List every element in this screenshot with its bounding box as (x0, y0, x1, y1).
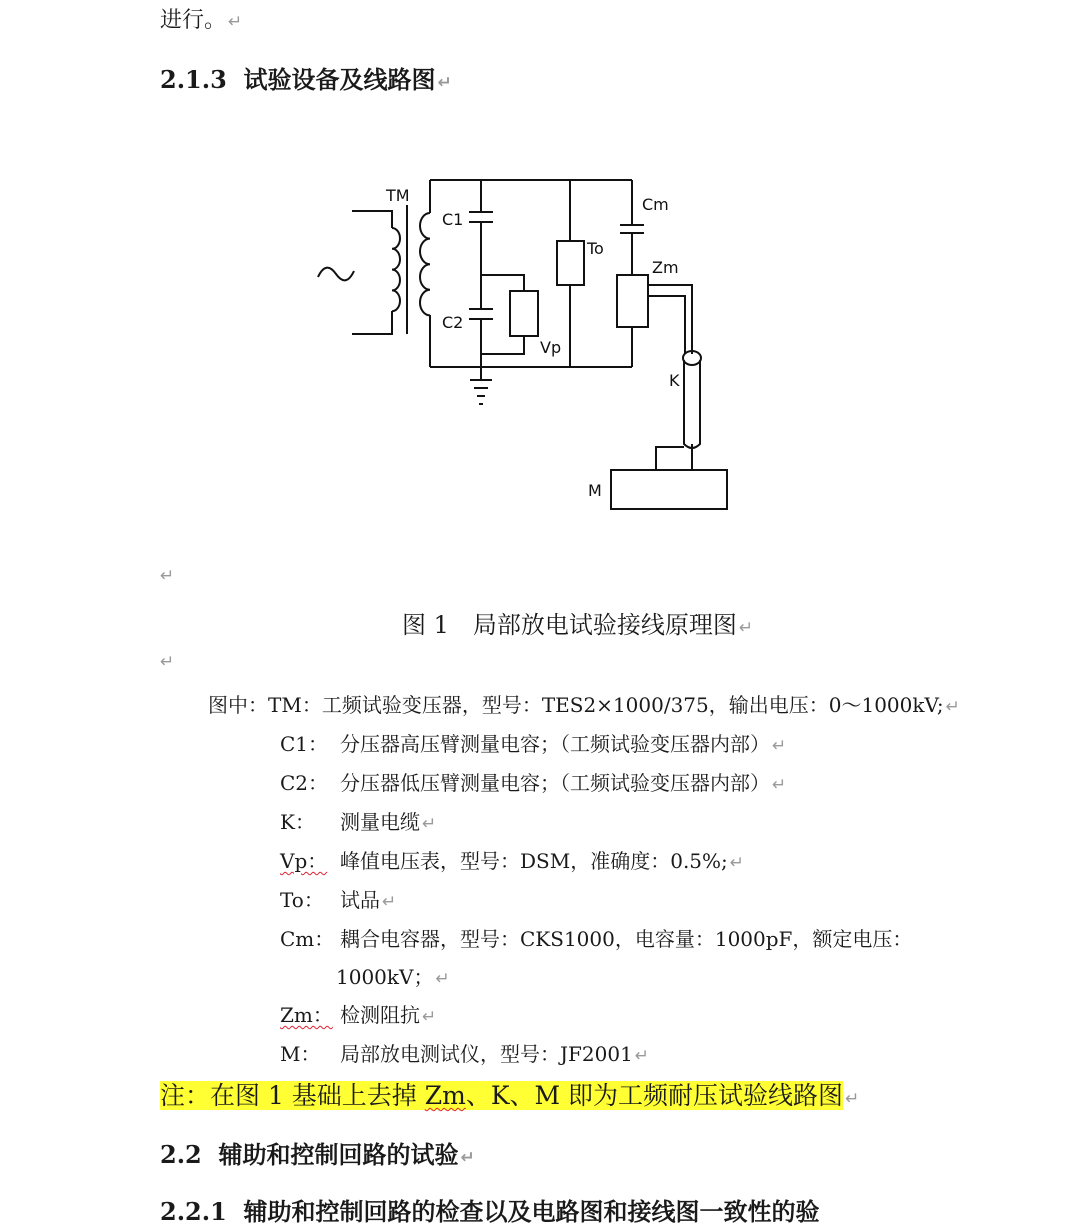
paragraph-mark-icon: ↵ (945, 697, 960, 717)
legend-intro: 图中：TM：工频试验变压器，型号：TES2×1000/375，输出电压：0～1000kV; ↵ (208, 693, 960, 717)
legend-item-continuation: 1000kV； ↵ (336, 965, 450, 989)
section-heading (160, 60, 452, 95)
label-m: M (588, 481, 602, 500)
section-title: 试验设备及线路图 (243, 65, 436, 94)
legend-item: To： 试品 ↵ (280, 888, 397, 912)
paragraph-mark-icon: ↵ (422, 814, 437, 834)
paragraph-mark-icon: ↵ (845, 1089, 860, 1109)
paragraph-mark-icon: ↵ (634, 1046, 650, 1066)
figure-caption: 图 1 局部放电试验接线原理图 ↵ (402, 611, 754, 639)
lead-text: 进行。 ↵ (160, 8, 243, 33)
label-vp: Vp (540, 338, 562, 357)
legend-item: C2： 分压器低压臂测量电容；（工频试验变压器内部） ↵ (280, 771, 787, 795)
label-c1: C1 (442, 210, 464, 229)
label-tm: TM (386, 186, 410, 205)
legend-item: C1： 分压器高压臂测量电容；（工频试验变压器内部） ↵ (280, 732, 787, 756)
paragraph-mark-icon: ↵ (772, 775, 787, 795)
pd-instrument (611, 470, 727, 509)
paragraph-mark-icon: ↵ (437, 73, 452, 93)
legend-item: Cm： 耦合电容器，型号：CKS1000，电容量：1000pF，额定电压： (280, 927, 913, 951)
paragraph-mark-icon: ↵ (435, 969, 450, 989)
label-cm: Cm (642, 195, 669, 214)
label-zm: Zm (652, 258, 679, 277)
measurement-cable (684, 360, 700, 448)
paragraph-mark-icon: ↵ (729, 853, 745, 873)
section-number: 2.1.3 (160, 65, 227, 94)
test-object (557, 241, 584, 285)
section-heading-2-2-1: 2.2.1 辅助和控制回路的检查以及电路图和接线图一致性的验 (160, 1197, 820, 1226)
paragraph-mark-icon: ↵ (228, 12, 243, 32)
legend-item: M： 局部放电测试仪，型号：JF2001 ↵ (280, 1042, 650, 1066)
paragraph-mark-icon: ↵ (460, 1148, 475, 1168)
paragraph-mark-icon: ↵ (382, 892, 397, 912)
label-c2: C2 (442, 313, 464, 332)
secondary-coil (420, 213, 430, 315)
highlighted-note: 注：在图 1 基础上去掉 Zm、K、M 即为工频耐压试验线路图 ↵ (160, 1081, 860, 1110)
legend-item: Vp： 峰值电压表，型号：DSM，准确度：0.5%; ↵ (280, 849, 745, 873)
primary-coil (392, 228, 400, 311)
label-to: To (587, 239, 604, 258)
label-k: K (669, 371, 680, 390)
ac-source-symbol (318, 268, 354, 281)
legend-item: Zm： 检测阻抗 ↵ (280, 1003, 437, 1027)
legend-item: K： 测量电缆 ↵ (280, 810, 437, 834)
section-heading-2-2: 2.2 辅助和控制回路的试验 ↵ (160, 1140, 475, 1169)
circuit-diagram (300, 170, 740, 520)
vp-meter (510, 291, 538, 336)
zm-impedance (617, 275, 648, 327)
paragraph-mark-icon: ↵ (772, 736, 787, 756)
paragraph-mark-icon: ↵ (160, 652, 175, 672)
paragraph-mark-icon: ↵ (160, 566, 175, 586)
paragraph-mark-icon: ↵ (738, 618, 754, 638)
paragraph-mark-icon: ↵ (422, 1007, 437, 1027)
